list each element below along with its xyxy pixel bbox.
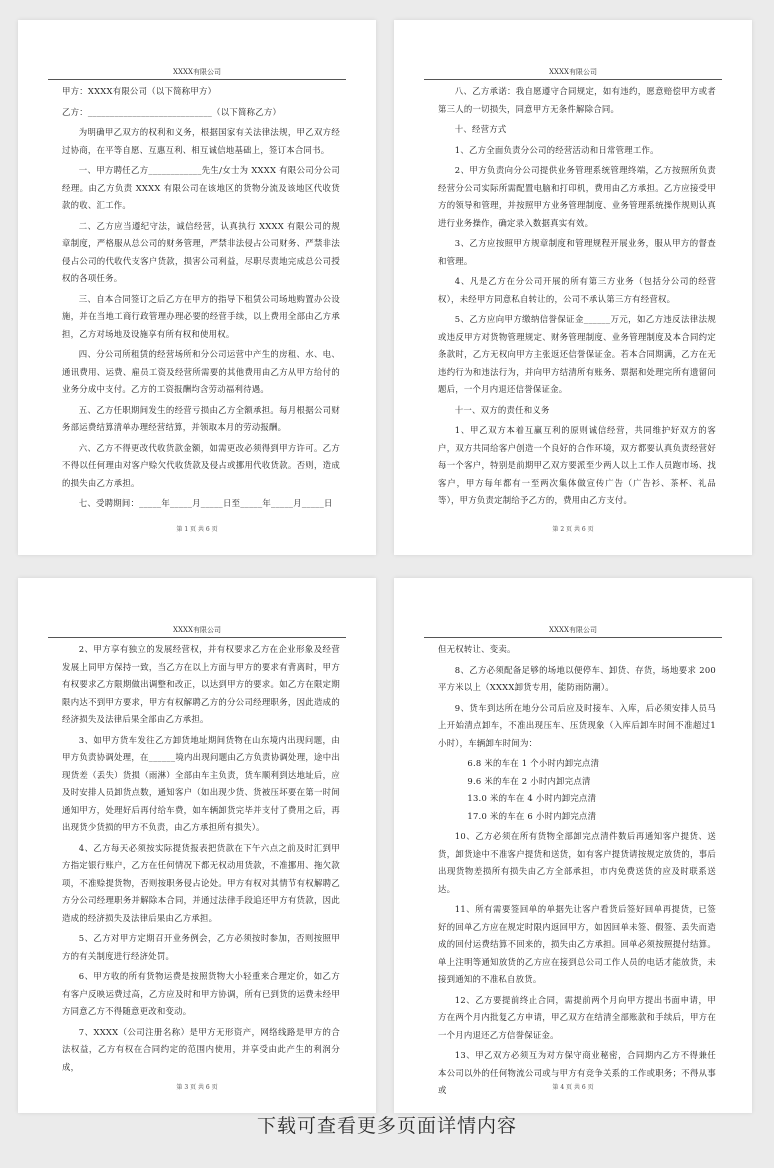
paragraph: 9、货车到达所在地分公司后应及时接车、入库，后必须安排人员马上开始清点卸车，不准出现压车、压货现象（入库后卸车时间不准超过1小时），车辆卸车时间为： xyxy=(438,702,716,748)
paragraph: 1、甲乙双方本着互赢互利的原则诚信经营，共同维护好双方的客户，双方共同给客户创造一个良好的合作环境，双方都要认真负责经营好每一个客户，特别是前期甲乙双方要派至少两人以上工作人员跑市场、找客户，甲方每年都有一至两次集体做宣传广告（广告衫、茶杯、礼品等），甲方负责定制给予乙方的，费用由乙方支付。 xyxy=(438,425,716,505)
page-body xyxy=(62,83,340,517)
paragraph: 5、乙方应向甲方缴纳信誉保证金______万元，如乙方违反法律法规或违反甲方对货物管理规定、财务管理制度、业务管理制度及本合同约定条款时，乙方无权向甲方主张返还信誉保证金。若本合同期满，乙方在无违约行为和违法行为，并向甲方结清所有账务、票据和处理完所有遗留问题后，一个月内退还信誉保证金。 xyxy=(438,314,716,394)
paragraph: 5、乙方对甲方定期召开业务例会，乙方必须按时参加，否则按照甲方的有关制度进行经济处罚。 xyxy=(62,933,340,961)
paragraph: 4、乙方每天必须按实际提货报表把货款在下午六点之前及时汇到甲方指定银行账户，乙方在任何情况下都无权动用货款，不准挪用、拖欠款项，不准赊提货物，否则按职务侵占论处。甲方有权对其情节有权解聘乙方分公司经理职务并解除本合同，并通过法律手段追还甲方有货款，因此造成的经济损失及法律后果由乙方承担。 xyxy=(62,842,340,923)
schedule-line: 17.0 米的车在 6 小时内卸完点清 xyxy=(467,810,597,821)
paragraph: 3、如甲方货车发往乙方卸货地址期间货物在山东境内出现问题，由甲方负责协调处理，在______境内出现问题由乙方负责协调处理，途中出现货差（丢失）货损（雨淋）全部由车主负责，货车顺利到达地址后，应及时安排人员卸货点数，通知客户（如出现少货、货被压坏要在第一时间通知甲方，处理好后再付给车费，如车辆卸货完毕并支付了费用之后，再出现货少货损的甲方不负责，由乙方承担所有损失）。 xyxy=(62,734,340,832)
paragraph: 四、分公司所租赁的经营场所和分公司运营中产生的房租、水、电、通讯费用、运费、雇员工资及经营所需要的其他费用由乙方从甲方给付的业务分成中支付。乙方的工资报酬均含劳动福利待遇。 xyxy=(62,349,340,394)
page-header: XXXX有限公司 xyxy=(549,626,597,634)
paragraph: 4、凡是乙方在分公司开展的所有第三方业务（包括分公司的经营权），未经甲方同意私自转让的，公司不承认第三方有经营权。 xyxy=(438,276,716,304)
schedule-line: 6.8 米的车在 1 个小时内卸完点清 xyxy=(467,758,600,768)
paragraph: 一、甲方聘任乙方____________先生/女士为 XXXX 有限公司分公司经理。由乙方负责 XXXX 有限公司在该地区的货物分流及该地区代收货款的收、汇工作。 xyxy=(62,165,340,210)
page-header: XXXX有限公司 xyxy=(549,68,597,76)
download-more-banner[interactable]: 下载可查看更多页面详情内容 xyxy=(256,1115,517,1137)
paragraph: 6、甲方收的所有货物运费是按照货物大小轻重来合理定价，如乙方有客户反映运费过高，乙方应及时和甲方协调，所有已到货的运费未经甲方同意乙方不得随意更改和变动。 xyxy=(62,971,340,1016)
paragraph: 七、受聘期间：_____年_____月_____日至_____年_____月_____日 xyxy=(78,498,333,508)
page-number: 第 2 页 共 6 页 xyxy=(552,526,594,533)
section-heading: 十、经营方式 xyxy=(454,124,507,134)
paragraph: 五、乙方任职期间发生的经营亏损由乙方全额承担。每月根据公司财务部运费结算清单办理经营结算，并领取本月的劳动报酬。 xyxy=(62,404,340,432)
paragraph: 乙方：____________________________（以下简称乙方） xyxy=(62,106,282,117)
paragraph: 13、甲乙双方必须互为对方保守商业秘密，合同期内乙方不得兼任本公司以外的任何物流公司或与甲方有竞争关系的工作或职务；不得从事或 xyxy=(438,1050,716,1095)
paragraph: 甲方：XXXX有限公司（以下简称甲方） xyxy=(62,86,217,96)
page-header: XXXX有限公司 xyxy=(173,626,221,634)
header-rule xyxy=(424,79,722,80)
document-page-3 xyxy=(18,578,376,1113)
paragraph: 二、乙方应当遵纪守法，诚信经营，认真执行 XXXX 有限公司的规章制度，严格服从总公司的财务管理，严禁非法侵占公司财务、严禁非法侵占公司的代收代支客户货款，损害公司利益，尽职尽责地完成总公司授权的各项任务。 xyxy=(62,220,340,283)
header-rule xyxy=(424,637,722,638)
document-page-2 xyxy=(394,20,752,555)
paragraph: 2、甲方享有独立的发展经营权，并有权要求乙方在企业形象及经营发展上同甲方保持一致，当乙方在以上方面与甲方的要求有背离时，甲方有权要求乙方限期做出调整和改正，以达到甲方的要求。如乙方在限定期限内达不到甲方要求，甲方有权解聘乙方的分公司经理职务，因此造成的经济损失及法律后果全部由乙方承担。 xyxy=(62,644,340,724)
paragraph: 1、乙方全面负责分公司的经营活动和日常管理工作。 xyxy=(454,144,659,155)
page-number: 第 1 页 共 6 页 xyxy=(176,526,218,533)
header-rule xyxy=(48,637,346,638)
page-body xyxy=(438,83,716,517)
paragraph: 但无权转让、变卖。 xyxy=(438,644,516,654)
section-heading: 十一、双方的责任和义务 xyxy=(454,404,550,415)
schedule-line: 13.0 米的车在 4 小时内卸完点清 xyxy=(467,793,597,803)
paragraph: 7、XXXX（公司注册名称）是甲方无形资产，网络线路是甲方的合法权益，乙方有权在合同约定的范围内使用，并享受由此产生的利润分成， xyxy=(62,1026,340,1072)
schedule-line: 9.6 米的车在 2 小时内卸完点清 xyxy=(467,775,591,786)
document-page-1 xyxy=(18,20,376,555)
paragraph: 10、乙方必须在所有货物全部卸完点清件数后再通知客户提货、送货，卸货途中不准客户提货和送货，如有客户提货请按规定放货的，事后出现货物差损所有损失由乙方全部承担，市内免费送货的应及时联系送达。 xyxy=(438,831,716,894)
paragraph: 三、自本合同签订之后乙方在甲方的指导下租赁公司场地购置办公设施，并在当地工商行政管理办理必要的经营手续，以上费用全部由乙方承担，乙方对场地及设施享有所有权和使用权。 xyxy=(62,293,340,339)
paragraph: 3、乙方应按照甲方规章制度和管理规程开展业务，服从甲方的督查和管理。 xyxy=(438,238,716,266)
paragraph: 2、甲方负责向分公司提供业务管理系统管理终端，乙方按照所负责经营分公司实际所需配置电脑和打印机，费用由乙方承担。乙方应接受甲方的领导和管理，并按照甲方业务管理制度、业务管理系统操作规则认真进行业务操作，确定录入数据真实有效。 xyxy=(438,165,716,228)
page-number: 第 3 页 共 6 页 xyxy=(176,1084,218,1091)
document-page-4 xyxy=(394,578,752,1113)
page-number: 第 4 页 共 6 页 xyxy=(552,1084,594,1091)
paragraph: 11、所有需要签回单的单据先让客户看货后签好回单再提货，已签好的回单乙方应在规定时限内返回甲方，如因回单未签、假签、丢失而造成的回付运费结算不回来的，损失由乙方承担。回单必须按照提付结算。单上注明等通知放货的乙方应在接到总公司工作人员的电话才能放货，未接到通知的不准私自放货。 xyxy=(438,904,716,984)
page-header: XXXX有限公司 xyxy=(173,68,221,76)
header-rule xyxy=(48,79,346,80)
paragraph: 为明确甲乙双方的权利和义务，根据国家有关法律法规，甲乙双方经过协商，在平等自愿、互惠互利、相互诚信地基础上，签订本合同书。 xyxy=(62,127,340,155)
paragraph: 八、乙方承诺：我自愿遵守合同规定，如有违约，愿意赔偿甲方或者第三人的一切损失，同意甲方无条件解除合同。 xyxy=(438,86,716,114)
paragraph: 12、乙方要提前终止合同，需提前两个月向甲方提出书面申请，甲方在两个月内批复乙方申请，甲乙双方在结清全部账款和手续后，甲方在一个月内退还乙方信誉保证金。 xyxy=(438,994,716,1040)
page-body xyxy=(62,641,340,1075)
paragraph: 六、乙方不得更改代收货款金额，如需更改必须得到甲方许可。乙方不得以任何理由对客户赊欠代收货款及侵占或挪用代收货款。否则，造成的损失由乙方承担。 xyxy=(62,442,340,488)
paragraph: 8、乙方必须配备足够的场地以便停车、卸货、存货，场地要求 200平方米以上（XXXX卸货专用，能防雨防潮）。 xyxy=(438,664,716,692)
